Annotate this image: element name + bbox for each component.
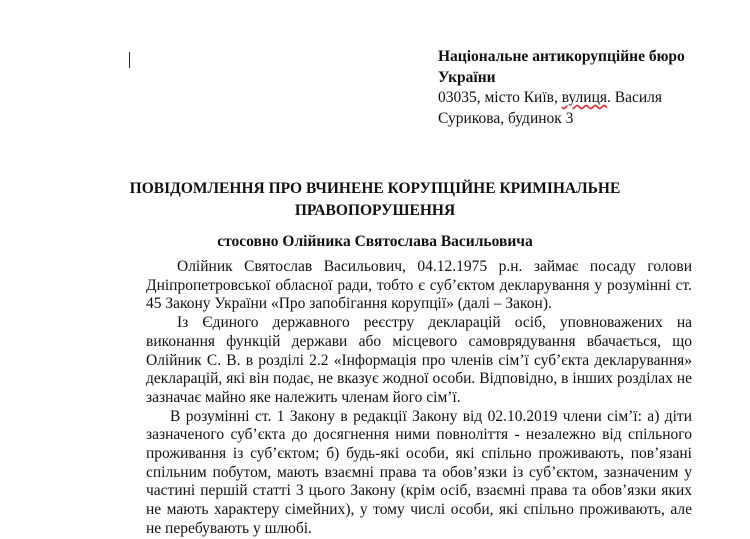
spellcheck-word[interactable]: вулиця xyxy=(561,89,608,106)
address-part-b: . Василя xyxy=(607,89,663,106)
title-line2: ПРАВОПОРУШЕННЯ xyxy=(294,202,456,219)
addressee-block xyxy=(438,47,738,129)
body-paragraph-1: Олійник Святослав Васильович, 04.12.1975 р.н. займає посаду голови Дніпропетровської обласної ради, тобто є суб’єктом декларування у розумінні ст. 45 Закону України «Про запобігання корупції» (далі – Закон). xyxy=(146,258,692,313)
title-line1: ПОВІДОМЛЕННЯ ПРО ВЧИНЕНЕ КОРУПЦІЙНЕ КРИМІНАЛЬНЕ xyxy=(129,180,621,197)
body-paragraph-2: Із Єдиного державного реєстру декларацій осіб, уповноважених на виконання функцій держави або місцевого самоврядування вбачається, що Олійник С. В. в розділі 2.2 «Інформація про членів сім’ї суб’єкта декларування» декларацій, які він подає, не вказує жодної особи. Відповідно, в інших розділах не зазначає майно яке належить членам його сім’ї. xyxy=(146,314,692,406)
document-title xyxy=(120,178,630,222)
document-body xyxy=(146,256,692,539)
addressee-org-line2: України xyxy=(438,68,496,86)
addressee-org-line1: Національне антикорупційне бюро xyxy=(438,48,685,65)
address-part-a: 03035, місто Київ, xyxy=(438,89,562,106)
addressee-address-line1 xyxy=(438,88,738,109)
text-cursor xyxy=(129,52,130,68)
body-paragraph-3: В розумінні ст. 1 Закону в редакції Закону від 02.10.2019 члени сім’ї: а) діти зазначеного суб’єкта до досягнення ними повноліття - незалежно від спільного проживання із суб’єктом; б) будь-які особи, які спільно проживають, пов’язані спільним побутом, мають взаємні права та обов’язки із суб’єктом, зазначеним у частині першій статті 3 цього Закону (крім осіб, взаємні права та обов’язки яких не мають характеру сімейних), у тому числі особи, які спільно проживають, але не перебувають у шлюбі. xyxy=(146,407,692,537)
document-subtitle: стосовно Олійника Святослава Васильовича xyxy=(217,233,533,250)
addressee-address-line2: Сурикова, будинок 3 xyxy=(438,109,574,127)
